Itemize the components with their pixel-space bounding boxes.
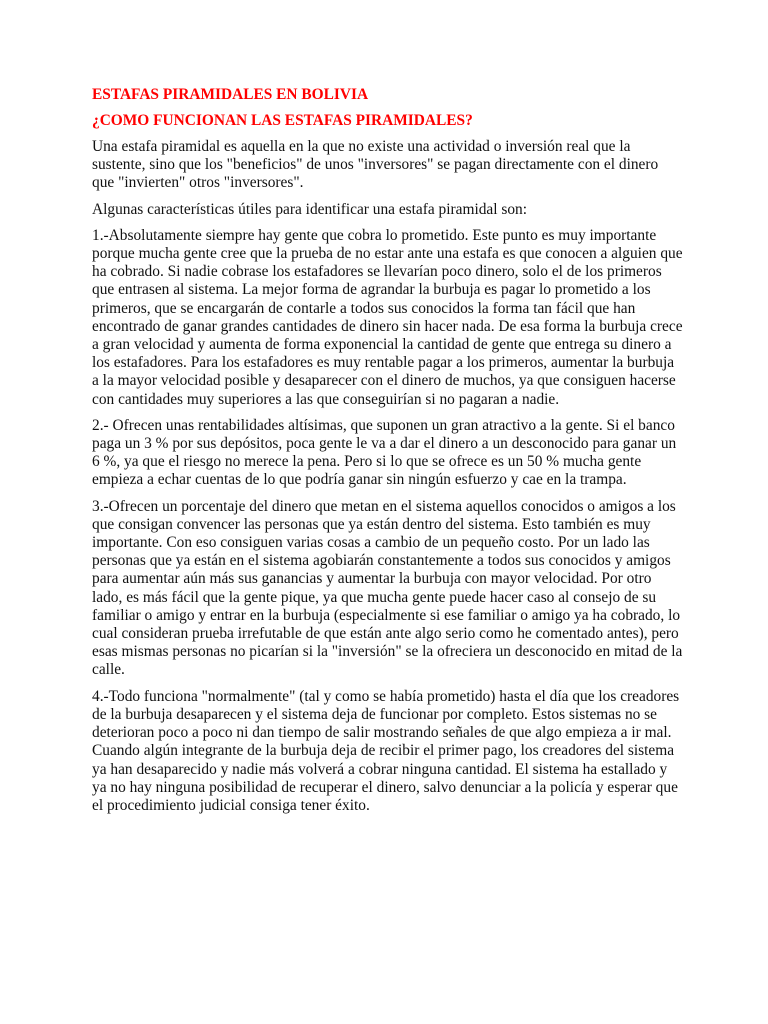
paragraph-characteristics-lead: Algunas características útiles para identificar una estafa piramidal son: (92, 200, 528, 218)
paragraph-point-3: 3.-Ofrecen un porcentaje del dinero que metan en el sistema aquellos conocidos o amigos a los que consigan convencer las personas que ya están dentro del sistema. Esto también es muy importante. Con eso consiguen varias cosas a cambio de un pequeño costo. Por un lado las personas que ya están en el sistema agobiarán constantemente a todos sus conocidos y amigos para aumentar aún más sus ganancias y aumentar la burbuja con mayor velocidad. Por otro lado, es más fácil que la gente pique, ya que mucha gente puede hacer caso al consejo de su familiar o amigo y entrar en la burbuja (especialmente si ese familiar o amigo ya ha cobrado, lo cual consideran prueba irrefutable de que están ante algo serio como he comentado antes), pero esas mismas personas no picarían si la "inversión" se la ofreciera un desconocido en mitad de la calle. (92, 497, 683, 679)
paragraph-intro: Una estafa piramidal es aquella en la que no existe una actividad o inversión real que la sustente, sino que los "beneficios" de unos "inversores" se pagan directamente con el dinero que "invierten" otros "inversores". (92, 138, 659, 192)
paragraph-point-2: 2.- Ofrecen unas rentabilidades altísimas, que suponen un gran atractivo a la gente. Si el banco paga un 3 % por sus depósitos, poca gente le va a dar el dinero a un desconocido para ganar un 6 %, ya que el riesgo no merece la pena. Pero si lo que se ofrece es un 50 % mucha gente empieza a echar cuentas de lo que podría ganar sin ningún esfuerzo y cae en la trampa. (92, 416, 677, 489)
paragraph-point-4: 4.-Todo funciona "normalmente" (tal y como se había prometido) hasta el día que los creadores de la burbuja desaparecen y el sistema deja de funcionar por completo. Estos sistemas no se deterioran poco a poco ni dan tiempo de salir mostrando señales de que algo empieza a ir mal. Cuando algún integrante de la burbuja deja de recibir el primer pago, los creadores del sistema ya han desaparecido y nadie más volverá a cobrar ninguna cantidad. El sistema ha estallado y ya no hay ninguna posibilidad de recuperar el dinero, salvo denunciar a la policía y esperar que el procedimiento judicial consiga tener éxito. (92, 687, 680, 814)
document-title: ESTAFAS PIRAMIDALES EN BOLIVIA (92, 86, 369, 103)
document-subtitle: ¿COMO FUNCIONAN LAS ESTAFAS PIRAMIDALES? (92, 112, 473, 129)
paragraph-point-1: 1.-Absolutamente siempre hay gente que cobra lo prometido. Este punto es muy importante porque mucha gente cree que la prueba de no estar ante una estafa es que conocen a alguien que ha cobrado. Si nadie cobrase los estafadores se llevarían poco dinero, solo el de los primeros que entrasen al sistema. La mejor forma de agrandar la burbuja es pagar lo prometido a los primeros, que se encargarán de contarle a todos sus conocidos la forma tan fácil que han encontrado de ganar grandes cantidades de dinero sin hacer nada. De esa forma la burbuja crece a gran velocidad y aumenta de forma exponencial la cantidad de gente que entrega su dinero a los estafadores. Para los estafadores es muy rentable pagar a los primeros, aumentar la burbuja a la mayor velocidad posible y desaparecer con el dinero de muchos, ya que consiguen hacerse con cantidades muy superiores a las que conseguirían si no pagaran a nadie. (92, 226, 683, 408)
document-page (92, 86, 684, 823)
